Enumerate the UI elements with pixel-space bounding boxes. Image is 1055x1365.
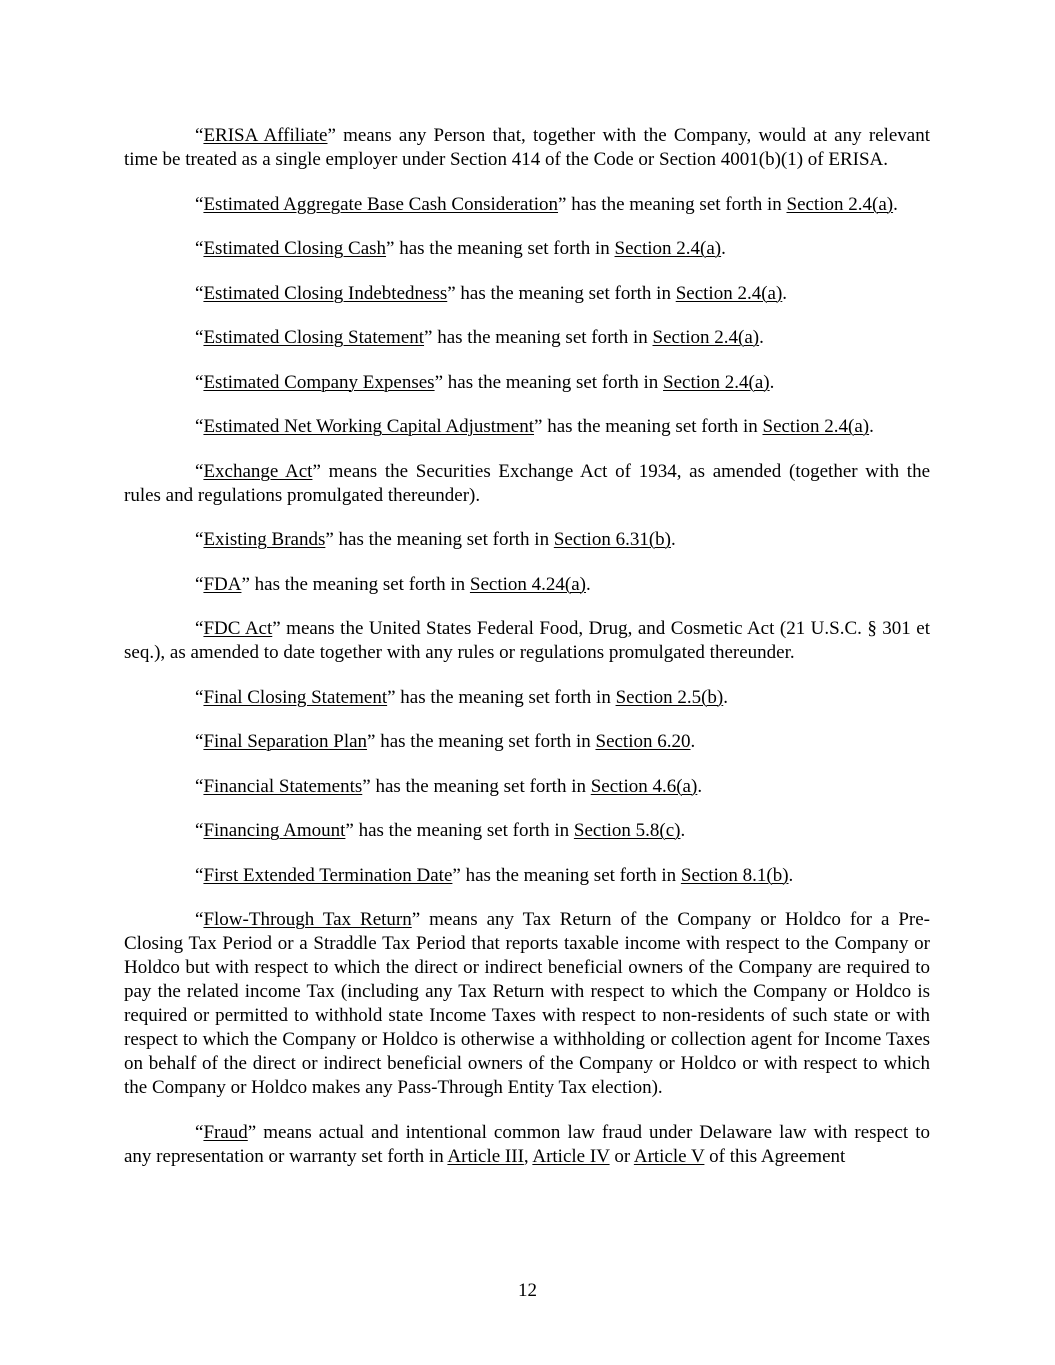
section-reference: Article V bbox=[633, 1145, 705, 1167]
definition-final-separation-plan bbox=[124, 730, 930, 754]
definition-text: “ bbox=[195, 731, 204, 752]
section-reference: Section 4.24(a) bbox=[469, 573, 586, 595]
definition-estimated-closing-cash bbox=[124, 237, 930, 261]
definition-text: “ bbox=[195, 193, 204, 215]
section-reference: Section 2.4(a) bbox=[663, 371, 770, 393]
definition-final-closing-statement bbox=[124, 686, 930, 710]
definition-fda bbox=[124, 573, 930, 597]
definition-text: “ bbox=[195, 618, 204, 639]
section-reference: Section 2.4(a) bbox=[762, 416, 870, 437]
definition-estimated-aggregate-base-cash-consideration bbox=[124, 193, 930, 217]
defined-term: Estimated Closing Cash bbox=[203, 238, 387, 259]
definition-text: ” has the meaning set forth in bbox=[325, 529, 554, 550]
definition-estimated-net-working-capital-adjustment bbox=[124, 415, 930, 439]
definition-text: “ bbox=[195, 775, 204, 797]
defined-term: Financial Statements bbox=[203, 775, 363, 797]
definition-financial-statements bbox=[124, 775, 930, 799]
definition-text: . bbox=[721, 238, 726, 259]
section-reference: Article III bbox=[447, 1145, 524, 1167]
definition-financing-amount bbox=[124, 819, 930, 843]
definition-text: . bbox=[782, 282, 788, 304]
definition-text: “ bbox=[195, 1121, 204, 1143]
definition-text: ” has the meaning set forth in bbox=[386, 238, 615, 259]
section-reference: Section 6.20 bbox=[595, 731, 691, 752]
definition-text: , bbox=[523, 1145, 533, 1167]
section-reference: Article IV bbox=[532, 1145, 610, 1167]
definition-text: ” has the meaning set forth in bbox=[367, 731, 596, 752]
defined-term: Existing Brands bbox=[203, 529, 326, 550]
defined-term: Final Separation Plan bbox=[203, 731, 368, 752]
definition-exchange-act bbox=[124, 460, 930, 508]
defined-term: Exchange Act bbox=[203, 460, 313, 482]
definition-text: ” has the meaning set forth in bbox=[345, 820, 574, 841]
section-reference: Section 2.4(a) bbox=[652, 327, 760, 348]
definition-first-extended-termination-date bbox=[124, 864, 930, 888]
definition-text: ” means any Person that, together with the Company, would at any relevant time be treated as a single employer under Section 414 of the Code or Section 4001(b)(1) of ERISA. bbox=[124, 125, 931, 170]
defined-term: Estimated Net Working Capital Adjustment bbox=[203, 416, 535, 437]
definition-text: “ bbox=[195, 238, 204, 259]
definition-text: ” means any Tax Return of the Company or Holdco for a Pre-Closing Tax Period or a Straddle Tax Period that reports taxable income with respect to the Company or Holdco but with respect to which the direct or indirect beneficial owners of the Company are required to pay the related income Tax (including any Tax Return with respect to which the Company or Holdco is required or permitted to withhold state Income Taxes with respect to non-residents of such state or with respect to which the Company or Holdco is otherwise a withholding or collection agent for Income Taxes on behalf of the direct or indirect beneficial owners of the Company or Holdco or with respect to which the Company or Holdco makes any Pass-Through Entity Tax election). bbox=[124, 909, 930, 1098]
defined-term: Financing Amount bbox=[203, 820, 346, 841]
defined-term: Estimated Closing Indebtedness bbox=[203, 282, 448, 304]
definition-text: ” means actual and intentional common law fraud under Delaware law with respect to any representation or warranty set forth in bbox=[124, 1121, 930, 1167]
section-reference: Section 5.8(c) bbox=[573, 820, 681, 841]
definition-text: . bbox=[670, 529, 676, 550]
defined-term: Final Closing Statement bbox=[203, 686, 388, 708]
definition-text: ” has the meaning set forth in bbox=[534, 416, 763, 437]
section-reference: Section 2.4(a) bbox=[675, 282, 783, 304]
definition-text: “ bbox=[195, 125, 204, 146]
definition-text: of this Agreement bbox=[704, 1145, 846, 1167]
defined-term: Fraud bbox=[203, 1121, 248, 1143]
definition-text: . bbox=[723, 686, 728, 708]
definition-estimated-closing-indebtedness bbox=[124, 282, 930, 306]
definition-erisa-affiliate bbox=[124, 124, 930, 172]
definition-text: “ bbox=[195, 282, 204, 304]
definition-text: . bbox=[680, 820, 686, 841]
section-reference: Section 2.5(b) bbox=[615, 686, 724, 708]
definition-text: ” has the meaning set forth in bbox=[387, 686, 616, 708]
definition-text: “ bbox=[195, 686, 204, 708]
definition-fdc-act bbox=[124, 617, 930, 665]
defined-term: Flow-Through Tax Return bbox=[203, 909, 412, 930]
defined-term: FDA bbox=[203, 573, 242, 595]
definition-text: . bbox=[690, 731, 696, 752]
definition-text: . bbox=[788, 864, 794, 886]
section-reference: Section 4.6(a) bbox=[590, 775, 698, 797]
defined-term: First Extended Termination Date bbox=[203, 864, 453, 886]
definition-estimated-company-expenses bbox=[124, 371, 930, 395]
definition-text: “ bbox=[195, 529, 204, 550]
definition-text: or bbox=[609, 1145, 634, 1167]
definition-text: . bbox=[586, 573, 591, 595]
defined-term: ERISA Affiliate bbox=[203, 125, 328, 146]
definition-text: ” has the meaning set forth in bbox=[447, 282, 676, 304]
section-reference: Section 6.31(b) bbox=[553, 529, 671, 550]
definition-text: ” has the meaning set forth in bbox=[558, 193, 787, 215]
section-reference: Section 8.1(b) bbox=[680, 864, 789, 886]
defined-term: Estimated Aggregate Base Cash Consideration bbox=[203, 193, 559, 215]
definition-flow-through-tax-return bbox=[124, 908, 930, 1100]
definition-text: . bbox=[869, 416, 874, 437]
section-reference: Section 2.4(a) bbox=[786, 193, 894, 215]
definition-text: ” has the meaning set forth in bbox=[424, 327, 653, 348]
definition-text: “ bbox=[195, 820, 204, 841]
definition-text: ” means the Securities Exchange Act of 1934, as amended (together with the rules and regulations promulgated thereunder). bbox=[124, 460, 930, 506]
definition-text: “ bbox=[195, 371, 204, 393]
definition-text: . bbox=[893, 193, 898, 215]
definition-text: ” means the United States Federal Food, Drug, and Cosmetic Act (21 U.S.C. § 301 et seq.), as amended to date together with any rules or regulations promulgated thereunder. bbox=[124, 618, 930, 663]
definition-text: “ bbox=[195, 909, 204, 930]
definition-text: ” has the meaning set forth in bbox=[362, 775, 591, 797]
definition-text: “ bbox=[195, 460, 204, 482]
defined-term: FDC Act bbox=[203, 618, 273, 639]
definitions-list bbox=[124, 124, 930, 1169]
definition-text: . bbox=[759, 327, 764, 348]
definition-text: . bbox=[697, 775, 703, 797]
document-page bbox=[124, 124, 930, 1189]
definition-text: “ bbox=[195, 416, 204, 437]
definition-existing-brands bbox=[124, 528, 930, 552]
defined-term: Estimated Company Expenses bbox=[203, 371, 435, 393]
section-reference: Section 2.4(a) bbox=[614, 238, 722, 259]
definition-text: ” has the meaning set forth in bbox=[434, 371, 664, 393]
definition-text: “ bbox=[195, 864, 204, 886]
defined-term: Estimated Closing Statement bbox=[203, 327, 425, 348]
page-number: 12 bbox=[518, 1280, 537, 1301]
definition-text: ” has the meaning set forth in bbox=[241, 573, 470, 595]
definition-text: ” has the meaning set forth in bbox=[452, 864, 681, 886]
definition-estimated-closing-statement bbox=[124, 326, 930, 350]
definition-fraud bbox=[124, 1121, 930, 1169]
definition-text: . bbox=[769, 371, 775, 393]
definition-text: “ bbox=[195, 327, 204, 348]
definition-text: “ bbox=[195, 573, 204, 595]
